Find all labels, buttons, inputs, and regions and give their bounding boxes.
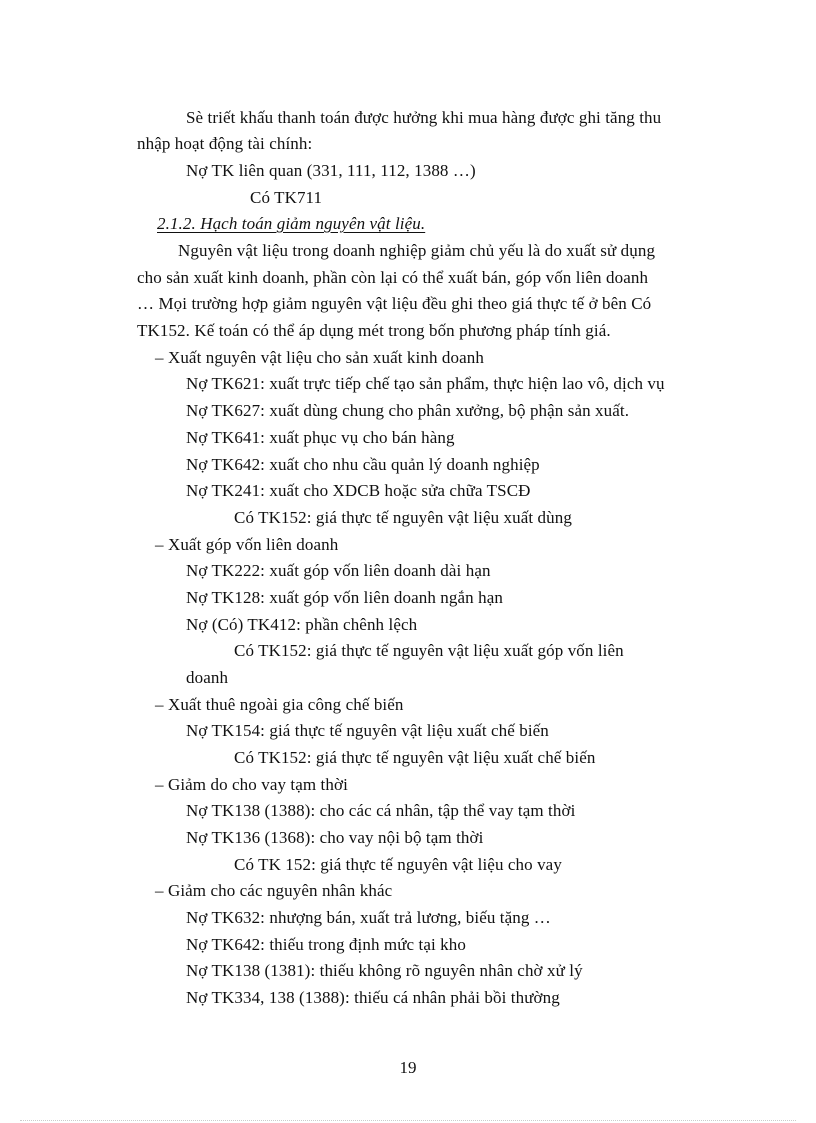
entry-line: Nợ TK241: xuất cho XDCB hoặc sửa chữa TSCĐ — [186, 481, 531, 500]
entry-line: Nợ TK334, 138 (1388): thiếu cá nhân phải bồi thường — [186, 988, 560, 1007]
entry-line: Nợ TK138 (1388): cho các cá nhân, tập thể vay tạm thời — [186, 801, 576, 820]
entry-line: Nợ TK621: xuất trực tiếp chế tạo sản phẩm, thực hiện lao vô, dịch vụ — [186, 374, 665, 393]
entry-line: Nợ TK222: xuất góp vốn liên doanh dài hạn — [186, 561, 491, 580]
paragraph-line: Sè triết khấu thanh toán được hưởng khi mua hàng được ghi tăng thu — [186, 108, 662, 127]
page-bottom-rule — [20, 1120, 796, 1121]
entry-line: doanh — [186, 668, 229, 687]
bullet-item: – Xuất nguyên vật liệu cho sản xuất kinh doanh — [155, 348, 484, 367]
entry-line: Nợ TK641: xuất phục vụ cho bán hàng — [186, 428, 455, 447]
entry-line: Nợ TK642: xuất cho nhu cầu quản lý doanh nghiệp — [186, 455, 540, 474]
paragraph-line: TK152. Kế toán có thể áp dụng mét trong bốn phương pháp tính giá. — [137, 321, 611, 340]
entry-line: Có TK 152: giá thực tế nguyên vật liệu cho vay — [234, 855, 562, 874]
entry-line: Nợ TK128: xuất góp vốn liên doanh ngắn hạn — [186, 588, 503, 607]
bullet-item: – Xuất góp vốn liên doanh — [155, 535, 339, 554]
paragraph-line: cho sản xuất kinh doanh, phần còn lại có thể xuất bán, góp vốn liên doanh — [137, 268, 649, 287]
entry-line: Nợ TK642: thiếu trong định mức tại kho — [186, 935, 466, 954]
paragraph-line: … Mọi trường hợp giảm nguyên vật liệu đều ghi theo giá thực tế ở bên Có — [137, 294, 652, 313]
entry-line: Nợ TK138 (1381): thiếu không rõ nguyên nhân chờ xử lý — [186, 961, 583, 980]
entry-line: Nợ TK liên quan (331, 111, 112, 1388 …) — [186, 161, 476, 180]
section-heading: 2.1.2. Hạch toán giảm nguyên vật liệu. — [157, 214, 426, 233]
entry-line: Nợ TK154: giá thực tế nguyên vật liệu xuất chế biến — [186, 721, 549, 740]
entry-line: Nợ TK136 (1368): cho vay nội bộ tạm thời — [186, 828, 484, 847]
bullet-item: – Giảm cho các nguyên nhân khác — [155, 881, 393, 900]
entry-line: Có TK711 — [250, 188, 323, 207]
entry-line: Có TK152: giá thực tế nguyên vật liệu xuất góp vốn liên — [234, 641, 624, 660]
page-number: 19 — [399, 1058, 417, 1077]
paragraph-line: Nguyên vật liệu trong doanh nghiệp giảm chủ yếu là do xuất sử dụng — [178, 241, 656, 260]
entry-line: Nợ (Có) TK412: phần chênh lệch — [186, 615, 418, 634]
bullet-item: – Xuất thuê ngoài gia công chế biến — [155, 695, 404, 714]
entry-line: Nợ TK632: nhượng bán, xuất trả lương, biếu tặng … — [186, 908, 551, 927]
entry-line: Nợ TK627: xuất dùng chung cho phân xưởng, bộ phận sản xuất. — [186, 401, 630, 420]
bullet-item: – Giảm do cho vay tạm thời — [155, 775, 348, 794]
paragraph-line: nhập hoạt động tài chính: — [137, 134, 313, 153]
entry-line: Có TK152: giá thực tế nguyên vật liệu xuất dùng — [234, 508, 572, 527]
entry-line: Có TK152: giá thực tế nguyên vật liệu xuất chế biến — [234, 748, 596, 767]
